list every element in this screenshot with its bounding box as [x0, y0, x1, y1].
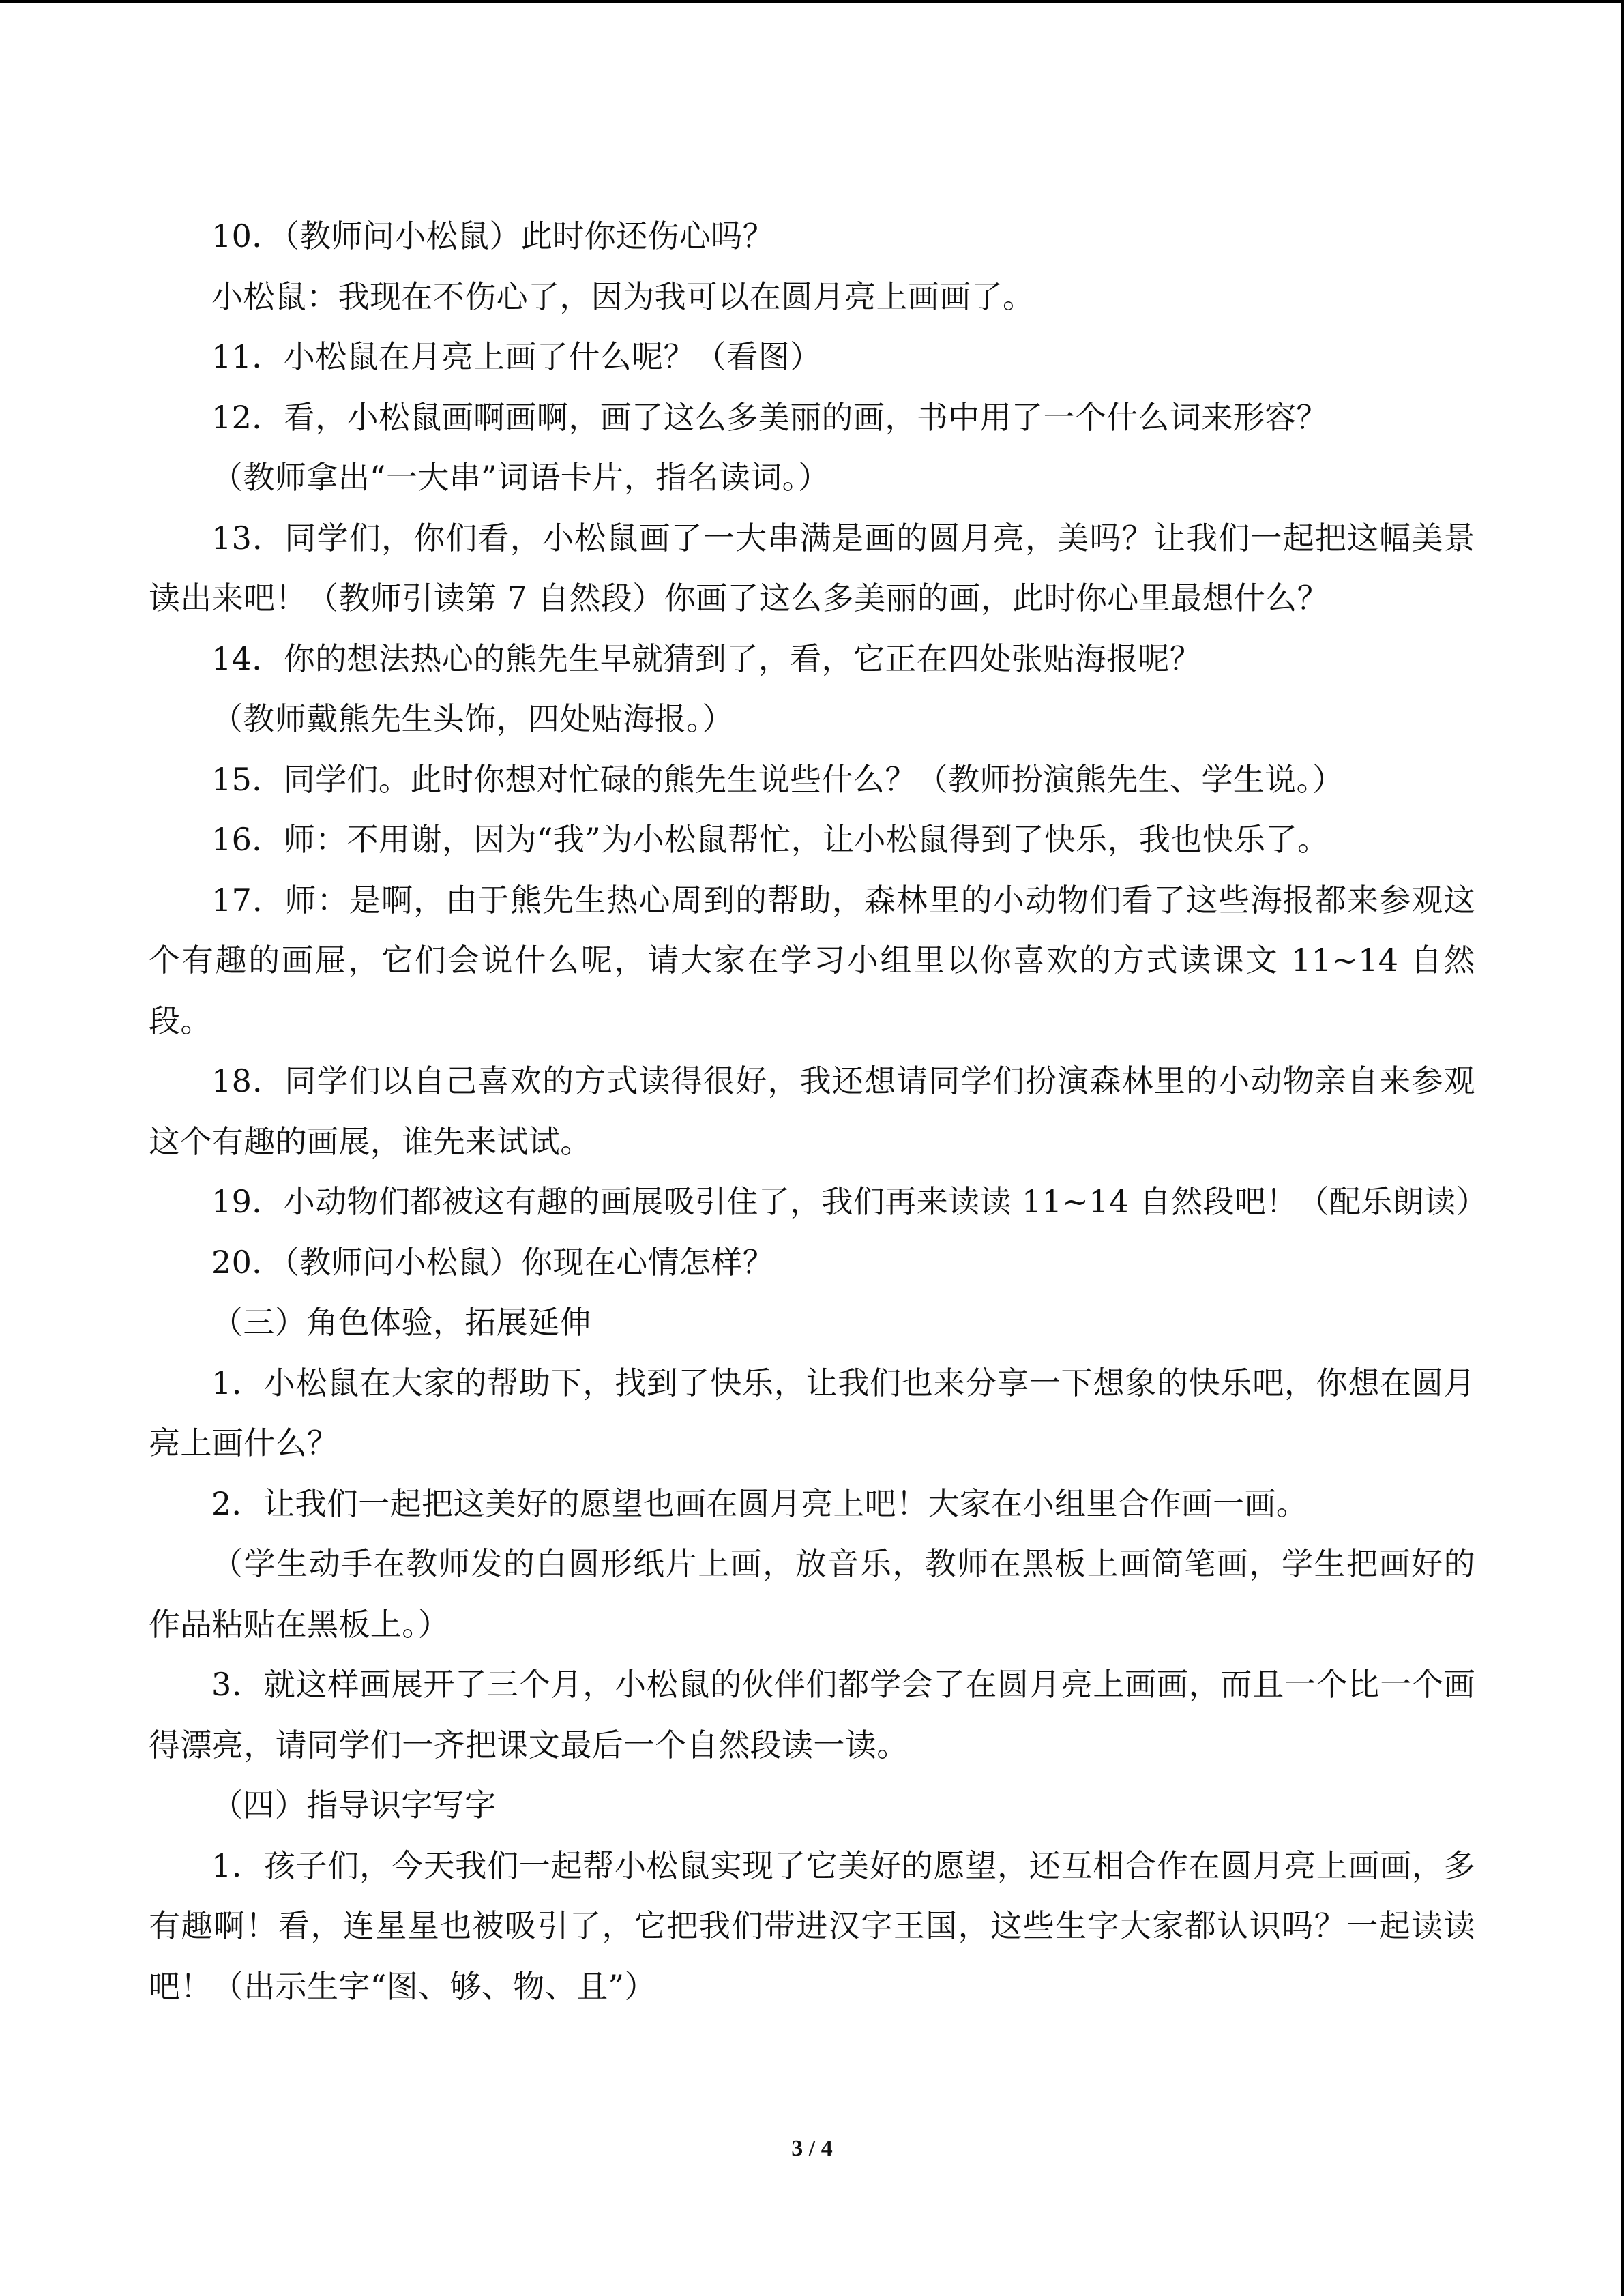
paragraph: （教师戴熊先生头饰，四处贴海报。）	[211, 700, 734, 737]
paragraph: 18．同学们以自己喜欢的方式读得很好，我还想请同学们扮演森林里的小动物亲自来参观这个有趣的画展，谁先来试试。	[149, 1062, 1475, 1160]
paragraph: 小松鼠：我现在不伤心了，因为我可以在圆月亮上画画了。	[211, 278, 1035, 315]
paragraph: 12．看，小松鼠画啊画啊，画了这么多美丽的画，书中用了一个什么词来形容？	[211, 398, 1328, 436]
section-heading: （三）角色体验，拓展延伸	[211, 1304, 591, 1341]
paragraph: 1．小松鼠在大家的帮助下，找到了快乐，让我们也来分享一下想象的快乐吧，你想在圆月亮上画什么？	[149, 1364, 1475, 1461]
paragraph: 16．师：不用谢，因为“我”为小松鼠帮忙，让小松鼠得到了快乐，我也快乐了。	[211, 821, 1329, 858]
paragraph: 20．（教师问小松鼠）你现在心情怎样？	[211, 1243, 775, 1281]
paragraph: 14．你的想法热心的熊先生早就猜到了，看，它正在四处张贴海报呢？	[211, 640, 1202, 677]
paragraph: 3．就这样画展开了三个月，小松鼠的伙伴们都学会了在圆月亮上画画，而且一个比一个画得漂亮，请同学们一齐把课文最后一个自然段读一读。	[149, 1666, 1475, 1763]
paragraph: （教师拿出“一大串”词语卡片，指名读词。）	[211, 459, 830, 496]
paragraph: 15．同学们。此时你想对忙碌的熊先生说些什么？（教师扮演熊先生、学生说。）	[211, 760, 1344, 798]
paragraph: 2．让我们一起把这美好的愿望也画在圆月亮上吧！大家在小组里合作画一画。	[211, 1485, 1308, 1522]
paragraph: 1．孩子们，今天我们一起帮小松鼠实现了它美好的愿望，还互相合作在圆月亮上画画，多有趣啊！看，连星星也被吸引了，它把我们带进汉字王国，这些生字大家都认识吗？一起读读吧！（出示生字“图、够、物、且”）	[149, 1847, 1475, 2005]
paragraph: （学生动手在教师发的白圆形纸片上画，放音乐，教师在黑板上画简笔画，学生把画好的作品粘贴在黑板上。）	[149, 1545, 1475, 1643]
paragraph: 10．（教师问小松鼠）此时你还伤心吗？	[211, 218, 775, 254]
paragraph: 19．小动物们都被这有趣的画展吸引住了，我们再来读读 11~14 自然段吧！（配乐朗读）	[211, 1183, 1488, 1220]
paragraph: 11．小松鼠在月亮上画了什么呢？（看图）	[211, 338, 822, 375]
paragraph: 17．师：是啊，由于熊先生热心周到的帮助，森林里的小动物们看了这些海报都来参观这个有趣的画屉，它们会说什么呢，请大家在学习小组里以你喜欢的方式读课文 11~14 自然段。	[149, 881, 1475, 1039]
page-number: 3 / 4	[791, 2136, 833, 2161]
paragraph: 13．同学们，你们看，小松鼠画了一大串满是画的圆月亮，美吗？让我们一起把这幅美景读出来吧！（教师引读第 7 自然段）你画了这么多美丽的画，此时你心里最想什么？	[149, 519, 1475, 616]
document-body	[149, 206, 1488, 2016]
section-heading: （四）指导识字写字	[211, 1787, 497, 1823]
